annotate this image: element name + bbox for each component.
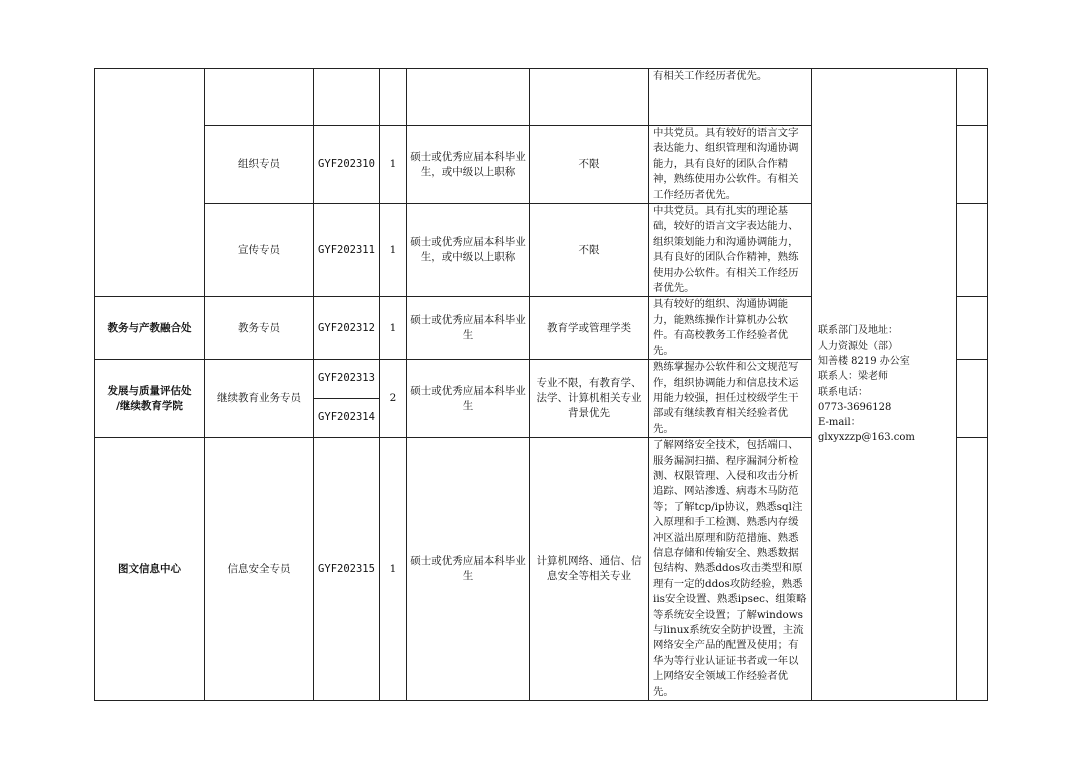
dept-cell: 图文信息中心 (95, 438, 205, 701)
dept-name-line2: /继续教育学院 (116, 399, 183, 412)
dept-cell (95, 360, 205, 438)
remark-cell (957, 126, 988, 204)
contact-email: glxyxzzp@163.com (818, 432, 915, 444)
major-cell: 计算机网络、通信、信息安全等相关专业 (530, 438, 649, 701)
contact-address: 知善楼 8219 办公室 (818, 355, 910, 367)
dept-cell: 教务与产教融合处 (95, 297, 205, 360)
education-cell (407, 69, 530, 126)
contact-label: 联系部门及地址： (818, 325, 898, 337)
dept-name-line1: 发展与质量评估处 (107, 384, 192, 397)
count-cell: 1 (380, 438, 407, 701)
position-cell: 继续教育业务专员 (205, 360, 314, 438)
major-cell: 不限 (530, 204, 649, 297)
major-cell: 专业不限，有教育学、法学、计算机相关专业背景优先 (530, 360, 649, 438)
contact-phone: 0773-3696128 (818, 401, 892, 413)
code-cell: GYF202310 (314, 126, 380, 204)
count-cell (380, 69, 407, 126)
requirement-cell: 具有较好的组织、沟通协调能力，能熟练操作计算机办公软件。有高校教务工作经验者优先。 (649, 297, 812, 360)
remark-cell (957, 360, 988, 438)
code-cell: GYF202314 (314, 398, 380, 438)
position-cell (205, 69, 314, 126)
code-cell (314, 69, 380, 126)
major-cell: 不限 (530, 126, 649, 204)
major-cell: 教育学或管理学类 (530, 297, 649, 360)
code-cell: GYF202311 (314, 204, 380, 297)
education-cell: 硕士或优秀应届本科毕业生，或中级以上职称 (407, 204, 530, 297)
remark-cell (957, 204, 988, 297)
requirement-cell: 有相关工作经历者优先。 (649, 69, 812, 126)
contact-email-label: E-mail： (818, 417, 861, 429)
remark-cell (957, 438, 988, 701)
recruitment-table (94, 68, 988, 701)
contact-cell (812, 69, 957, 701)
count-cell: 2 (380, 360, 407, 438)
contact-dept: 人力资源处（部） (818, 340, 898, 352)
table-row (95, 69, 988, 126)
position-cell: 教务专员 (205, 297, 314, 360)
education-cell: 硕士或优秀应届本科毕业生 (407, 360, 530, 438)
requirement-cell: 了解网络安全技术，包括端口、服务漏洞扫描、程序漏洞分析检测、权限管理、入侵和攻击分析追踪、网站渗透、病毒木马防范等；了解tcp/ip协议，熟悉sql注入原理和手工检测、熟悉内存缓冲区溢出原理和防范措施、熟悉信息存储和传输安全、熟悉数据包结构、熟悉ddos攻击类型和原理有一定的ddos攻防经验，熟悉iis安全设置、熟悉ipsec、组策略等系统安全设置；了解windows与linux系统安全防护设置，主流网络安全产品的配置及使用；有华为等行业认证证书者或一年以上网络安全领域工作经验者优先。 (649, 438, 812, 701)
code-cell: GYF202313 (314, 360, 380, 399)
requirement-cell: 中共党员。具有扎实的理论基础，较好的语言文字表达能力、组织策划能力和沟通协调能力，具有良好的团队合作精神，熟练使用办公软件。有相关工作经历者优先。 (649, 204, 812, 297)
requirement-cell: 熟练掌握办公软件和公文规范写作，组织协调能力和信息技术运用能力较强，担任过校级学生干部或有继续教育相关经验者优先。 (649, 360, 812, 438)
code-cell: GYF202312 (314, 297, 380, 360)
education-cell: 硕士或优秀应届本科毕业生 (407, 438, 530, 701)
contact-phone-label: 联系电话： (818, 386, 868, 398)
remark-cell (957, 69, 988, 126)
position-cell: 信息安全专员 (205, 438, 314, 701)
count-cell: 1 (380, 126, 407, 204)
remark-cell (957, 297, 988, 360)
code-cell: GYF202315 (314, 438, 380, 701)
requirement-cell: 中共党员。具有较好的语言文字表达能力、组织管理和沟通协调能力，具有良好的团队合作精神，熟练使用办公软件。有相关工作经历者优先。 (649, 126, 812, 204)
education-cell: 硕士或优秀应届本科毕业生，或中级以上职称 (407, 126, 530, 204)
count-cell: 1 (380, 297, 407, 360)
dept-cell-continued (95, 69, 205, 297)
position-cell: 宣传专员 (205, 204, 314, 297)
education-cell: 硕士或优秀应届本科毕业生 (407, 297, 530, 360)
contact-person: 联系人：梁老师 (818, 371, 888, 383)
count-cell: 1 (380, 204, 407, 297)
position-cell: 组织专员 (205, 126, 314, 204)
major-cell (530, 69, 649, 126)
